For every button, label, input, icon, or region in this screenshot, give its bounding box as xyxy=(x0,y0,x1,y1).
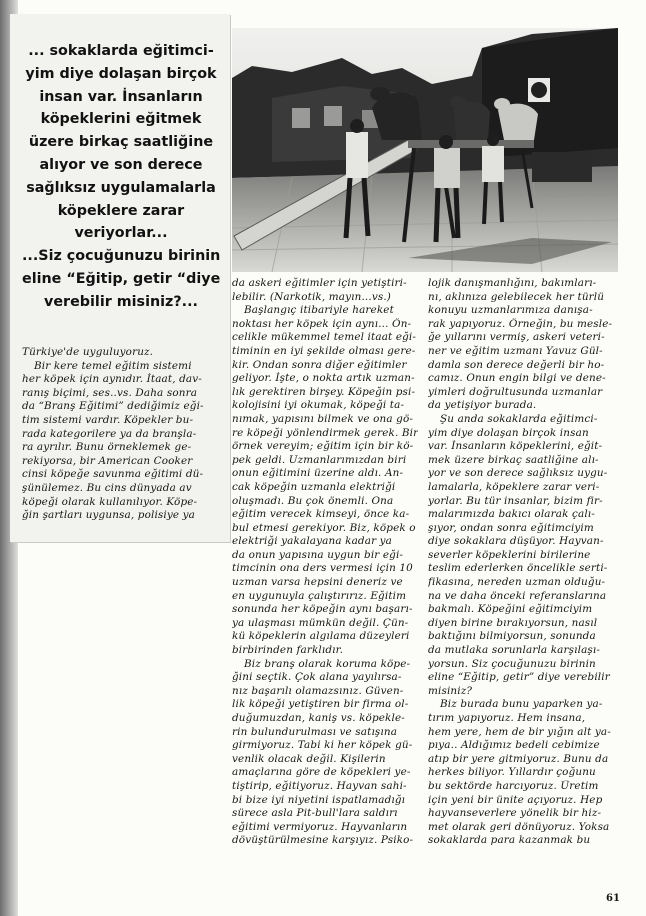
article-line: için yeni bir ünite açıyoruz. Hep xyxy=(428,793,603,806)
article-line: dövüştürülmesine karşıyız. Psiko- xyxy=(232,834,414,847)
page-number: 61 xyxy=(606,893,620,904)
article-line: onun eğitimini üzerine aldı. An- xyxy=(232,467,404,480)
article-line: da “Branş Eğitimi” dediğimiz eği- xyxy=(22,400,204,413)
article-line: rin bulundurulması ve satışına xyxy=(232,725,398,738)
article-line: misiniz? xyxy=(428,684,473,697)
article-line: yim diye dolaşan birçok insan xyxy=(428,426,589,439)
article-line: timinin en iyi şekilde olması gere- xyxy=(232,344,416,357)
article-line: örnek vereyim; eğitim için bir kö- xyxy=(232,440,414,453)
article-line: cinsi köpeğe savunma eğitimi dü- xyxy=(22,468,204,481)
article-line: kolojisini iyi okumak, köpeği ta- xyxy=(232,399,405,412)
article-line: yor ve son derece sağlıksız uygu- xyxy=(428,467,608,480)
article-line: herkes biliyor. Yıllardır çoğunu xyxy=(428,766,596,779)
article-line: celikle mükemmel temel itaat eği- xyxy=(232,331,417,344)
article-line: geliyor. İşte, o nokta artık uzman- xyxy=(232,372,415,385)
article-line: sokaklarda para kazanmak bu xyxy=(428,834,591,847)
pullquote-line: köpeklerini eğitmek xyxy=(40,111,202,128)
article-line: Biz branş olarak koruma köpe- xyxy=(244,657,411,670)
article-line: mek üzere birkaç saatliğine alı- xyxy=(428,453,599,466)
pullquote-line: yim diye dolaşan birçok xyxy=(25,65,217,82)
article-line: yorlar. Bu tür insanlar, bizim fir- xyxy=(428,494,603,507)
article-line: ya ulaşması mümkün değil. Çün- xyxy=(232,616,409,629)
article-line: bul etmesi gerekiyor. Biz, köpek o xyxy=(232,521,416,534)
article-line: baktığını bilmiyorsun, sonunda xyxy=(428,630,596,643)
article-line: lik köpeği yetiştiren bir firma ol- xyxy=(232,698,409,711)
pullquote-line: verebilir misiniz?... xyxy=(44,293,198,310)
article-line: bakmalı. Köpeğini eğitimciyim xyxy=(428,603,593,616)
pullquote-line: sağlıksız uygulamalarla xyxy=(26,179,216,196)
article-line: Bir kere temel eğitim sistemi xyxy=(34,359,192,372)
article-line: şünülemez. Bu cins dünyada av xyxy=(22,481,192,494)
photo-dogs-on-training-ramp-icon xyxy=(232,28,618,272)
article-line: lık gerektiren birşey. Köpeğin psi- xyxy=(232,385,416,398)
pullquote-line: ...Siz çocuğunuzu birinin xyxy=(22,248,221,265)
article-line: duğumuzdan, kaniş vs. köpekle- xyxy=(232,712,405,724)
article-line: noktası her köpek için aynı... Ön- xyxy=(232,317,412,330)
article-line: diye sokaklara düşüyor. Hayvan- xyxy=(428,535,604,548)
article-line: bu sektörde harcıyoruz. Üretim xyxy=(428,779,599,792)
article-line: Türkiye'de uyguluyoruz. xyxy=(22,346,154,358)
article-column-1 xyxy=(22,346,224,523)
article-line: rekiyorsa, bir American Cooker xyxy=(22,454,193,467)
article-line: ra ayrılır. Bunu örneklemek ge- xyxy=(22,441,192,454)
article-line: venlik olacak değil. Kişilerin xyxy=(232,752,386,765)
article-line: birbirinden farklıdır. xyxy=(232,644,344,657)
article-column-3 xyxy=(428,277,614,848)
article-line: Biz burada bunu yaparken ya- xyxy=(440,698,603,711)
article-line: ner ve eğitim uzmanı Yavuz Gül- xyxy=(428,344,603,357)
pullquote-line: insan var. İnsanların xyxy=(39,88,203,105)
article-line: timcinin ona ders vermesi için 10 xyxy=(232,562,413,575)
article-line: oluşmadı. Bu çok önemli. Ona xyxy=(232,494,394,507)
article-line: kü köpeklerin algılama düzeyleri xyxy=(232,630,410,643)
article-line: damla son derece değerli bir ho- xyxy=(428,358,605,371)
article-line: atıp bir yere gitmiyoruz. Bunu da xyxy=(428,752,609,765)
article-line: sürece asla Pit-bull'lara saldırı xyxy=(232,807,398,820)
article-photo xyxy=(232,28,618,272)
article-line: pıya.. Aldığımız bedeli cebimize xyxy=(428,739,600,752)
article-line: lojik danışmanlığını, bakımları- xyxy=(428,277,597,289)
article-line: da askeri eğitimler için yetiştiri- xyxy=(232,277,407,289)
article-line: camız. Onun engin bilgi ve dene- xyxy=(428,372,606,385)
pullquote xyxy=(22,40,220,314)
article-line: eğitimi vermiyoruz. Hayvanların xyxy=(232,820,408,833)
article-line: var. İnsanların köpeklerini, eğit- xyxy=(428,440,603,453)
pullquote-line: eline “Eğitip, getir “diye xyxy=(22,270,221,287)
article-line: amaçlarına göre de köpekleri ye- xyxy=(232,766,411,779)
article-line: Şu anda sokaklarda eğitimci- xyxy=(440,412,598,425)
article-line: da yetişiyor burada. xyxy=(428,399,537,412)
article-line: köpeği olarak kullanılıyor. Köpe- xyxy=(22,495,198,508)
pullquote-line: ... sokaklarda eğitimci- xyxy=(28,43,214,59)
article-line: ranış biçimi, ses..vs. Daha sonra xyxy=(22,386,198,399)
article-line: lebilir. (Narkotik, mayın...vs.) xyxy=(232,290,391,303)
pullquote-line: köpeklere zarar xyxy=(57,202,185,219)
article-line: tim sistemi vardır. Köpekler bu- xyxy=(22,413,194,426)
article-line: diyen birine bırakıyorsun, nasıl xyxy=(428,616,598,629)
article-line: her köpek için aynıdır. İtaat, dav- xyxy=(22,373,202,386)
article-line: eline “Eğitip, getir” diye verebilir xyxy=(428,671,610,684)
article-line: malarımızda bakıcı olarak çalı- xyxy=(428,508,595,521)
article-line: pek geldi. Uzmanlarımızdan biri xyxy=(232,453,407,466)
article-line: da mutlaka sorunlarla karşılaşı- xyxy=(428,644,601,657)
article-line: hem yere, hem de bir yığın alt ya- xyxy=(428,725,611,738)
article-line: na ve daha önceki referanslarına xyxy=(428,589,607,602)
article-line: rada kategorilere ya da branşla- xyxy=(22,427,197,440)
article-line: elektriği yakalayana kadar ya xyxy=(232,535,393,548)
article-line: da onun yapısına uygun bir eği- xyxy=(232,548,404,561)
article-line: met olarak geri dönüyoruz. Yoksa xyxy=(428,820,610,833)
article-line: yimleri doğrultusunda uzmanlar xyxy=(428,385,603,398)
article-line: lamalarla, köpeklere zarar veri- xyxy=(428,480,600,493)
article-line: cak köpeğin uzmanla elektriği xyxy=(232,480,396,493)
article-line: re köpeği yönlendirmek gerek. Bir xyxy=(232,426,418,439)
pullquote-line: alıyor ve son derece xyxy=(39,156,203,173)
article-line: yorsun. Siz çocuğunuzu birinin xyxy=(428,657,596,670)
article-line: severler köpeklerini birilerine xyxy=(428,548,591,561)
article-line: tiştirip, eğitiyoruz. Hayvan sahi- xyxy=(232,779,407,792)
article-line: kir. Ondan sonra diğer eğitimler xyxy=(232,358,407,371)
pullquote-line: veriyorlar... xyxy=(74,225,168,242)
article-line: şıyor, ondan sonra eğitimciyim xyxy=(428,521,594,534)
article-line: hayvanseverlere yönelik bir hiz- xyxy=(428,807,602,820)
article-line: bi bize iyi niyetini ispatlamadığı xyxy=(232,793,406,806)
article-line: Başlangıç itibariyle hareket xyxy=(244,304,394,317)
article-line: ğe yıllarını vermiş, askeri veteri- xyxy=(428,331,605,344)
article-line: sonunda her köpeğin aynı başarı- xyxy=(232,603,413,616)
article-line: fikasına, nereden uzman olduğu- xyxy=(428,576,606,589)
pullquote-line: üzere birkaç saatliğine xyxy=(28,134,214,151)
article-line: uzman varsa hepsini deneriz ve xyxy=(232,576,403,589)
article-line: nız başarılı olamazsınız. Güven- xyxy=(232,684,404,697)
article-line: tırım yapıyoruz. Hem insana, xyxy=(428,712,586,724)
article-column-2 xyxy=(232,277,418,848)
article-line: ğin şartları uygunsa, polisiye ya xyxy=(22,509,196,522)
article-line: girmiyoruz. Tabi ki her köpek gü- xyxy=(232,739,413,752)
article-line: teslim ederlerken öncelikle serti- xyxy=(428,562,608,575)
article-line: en uygunuyla çalıştırırız. Eğitim xyxy=(232,589,407,602)
article-line: konuyu uzmanlarımıza danışa- xyxy=(428,304,593,317)
article-line: eğitim verecek kimseyi, önce ka- xyxy=(232,508,410,521)
article-line: ğini seçtik. Çok alana yayılırsa- xyxy=(232,671,402,684)
article-line: rak yapıyoruz. Örneğin, bu mesle- xyxy=(428,317,613,330)
article-line: nımak, yapısını bilmek ve ona gö- xyxy=(232,412,414,425)
article-line: nı, aklınıza gelebilecek her türlü xyxy=(428,290,605,303)
